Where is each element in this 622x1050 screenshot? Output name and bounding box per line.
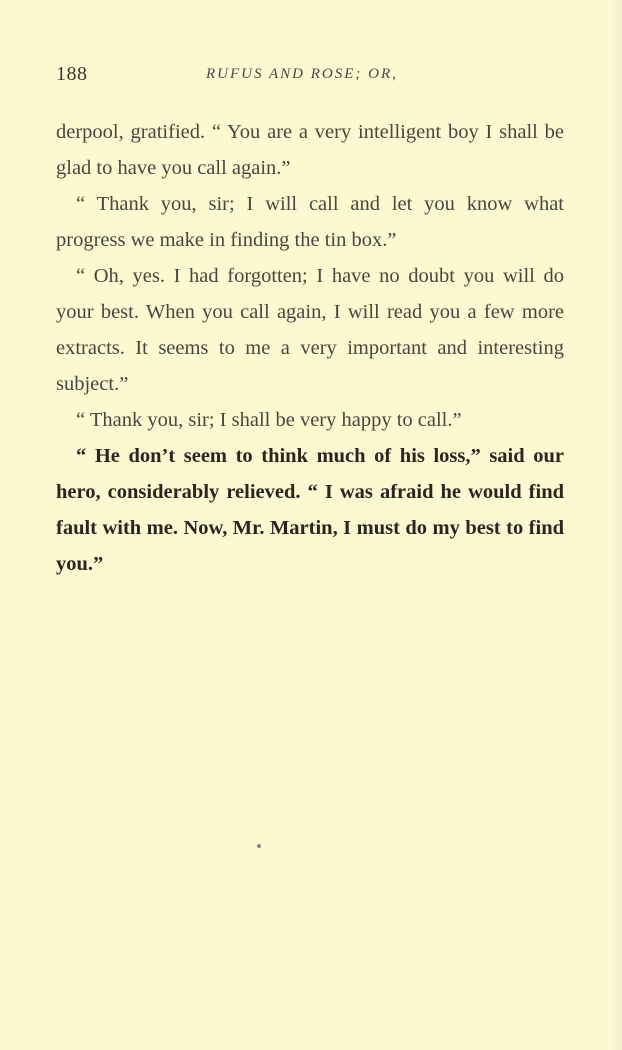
ink-speck: [257, 844, 261, 848]
paragraph: derpool, gratified. “ You are a very intelligent boy I shall be glad to have you call again.”: [56, 121, 564, 179]
paragraph: “ Thank you, sir; I will call and let you know what progress we make in finding the tin box.”: [56, 193, 564, 251]
running-head: [56, 63, 564, 93]
running-title: RUFUS AND ROSE; OR,: [206, 66, 398, 82]
paragraph: “ Thank you, sir; I shall be very happy to call.”: [76, 409, 462, 431]
body-text: [56, 114, 564, 582]
page-edge: [612, 0, 622, 1050]
paragraph: “ He don’t seem to think much of his loss,” said our hero, considerably relieved. “ I was afraid he would find fault with me. Now, Mr. Martin, I must do my best to find you.”: [56, 445, 564, 575]
page-number: 188: [56, 63, 88, 85]
paragraph: “ Oh, yes. I had forgotten; I have no doubt you will do your best. When you call again, I will read you a few more extracts. It seems to me a very important and interesting subject.”: [56, 265, 564, 395]
